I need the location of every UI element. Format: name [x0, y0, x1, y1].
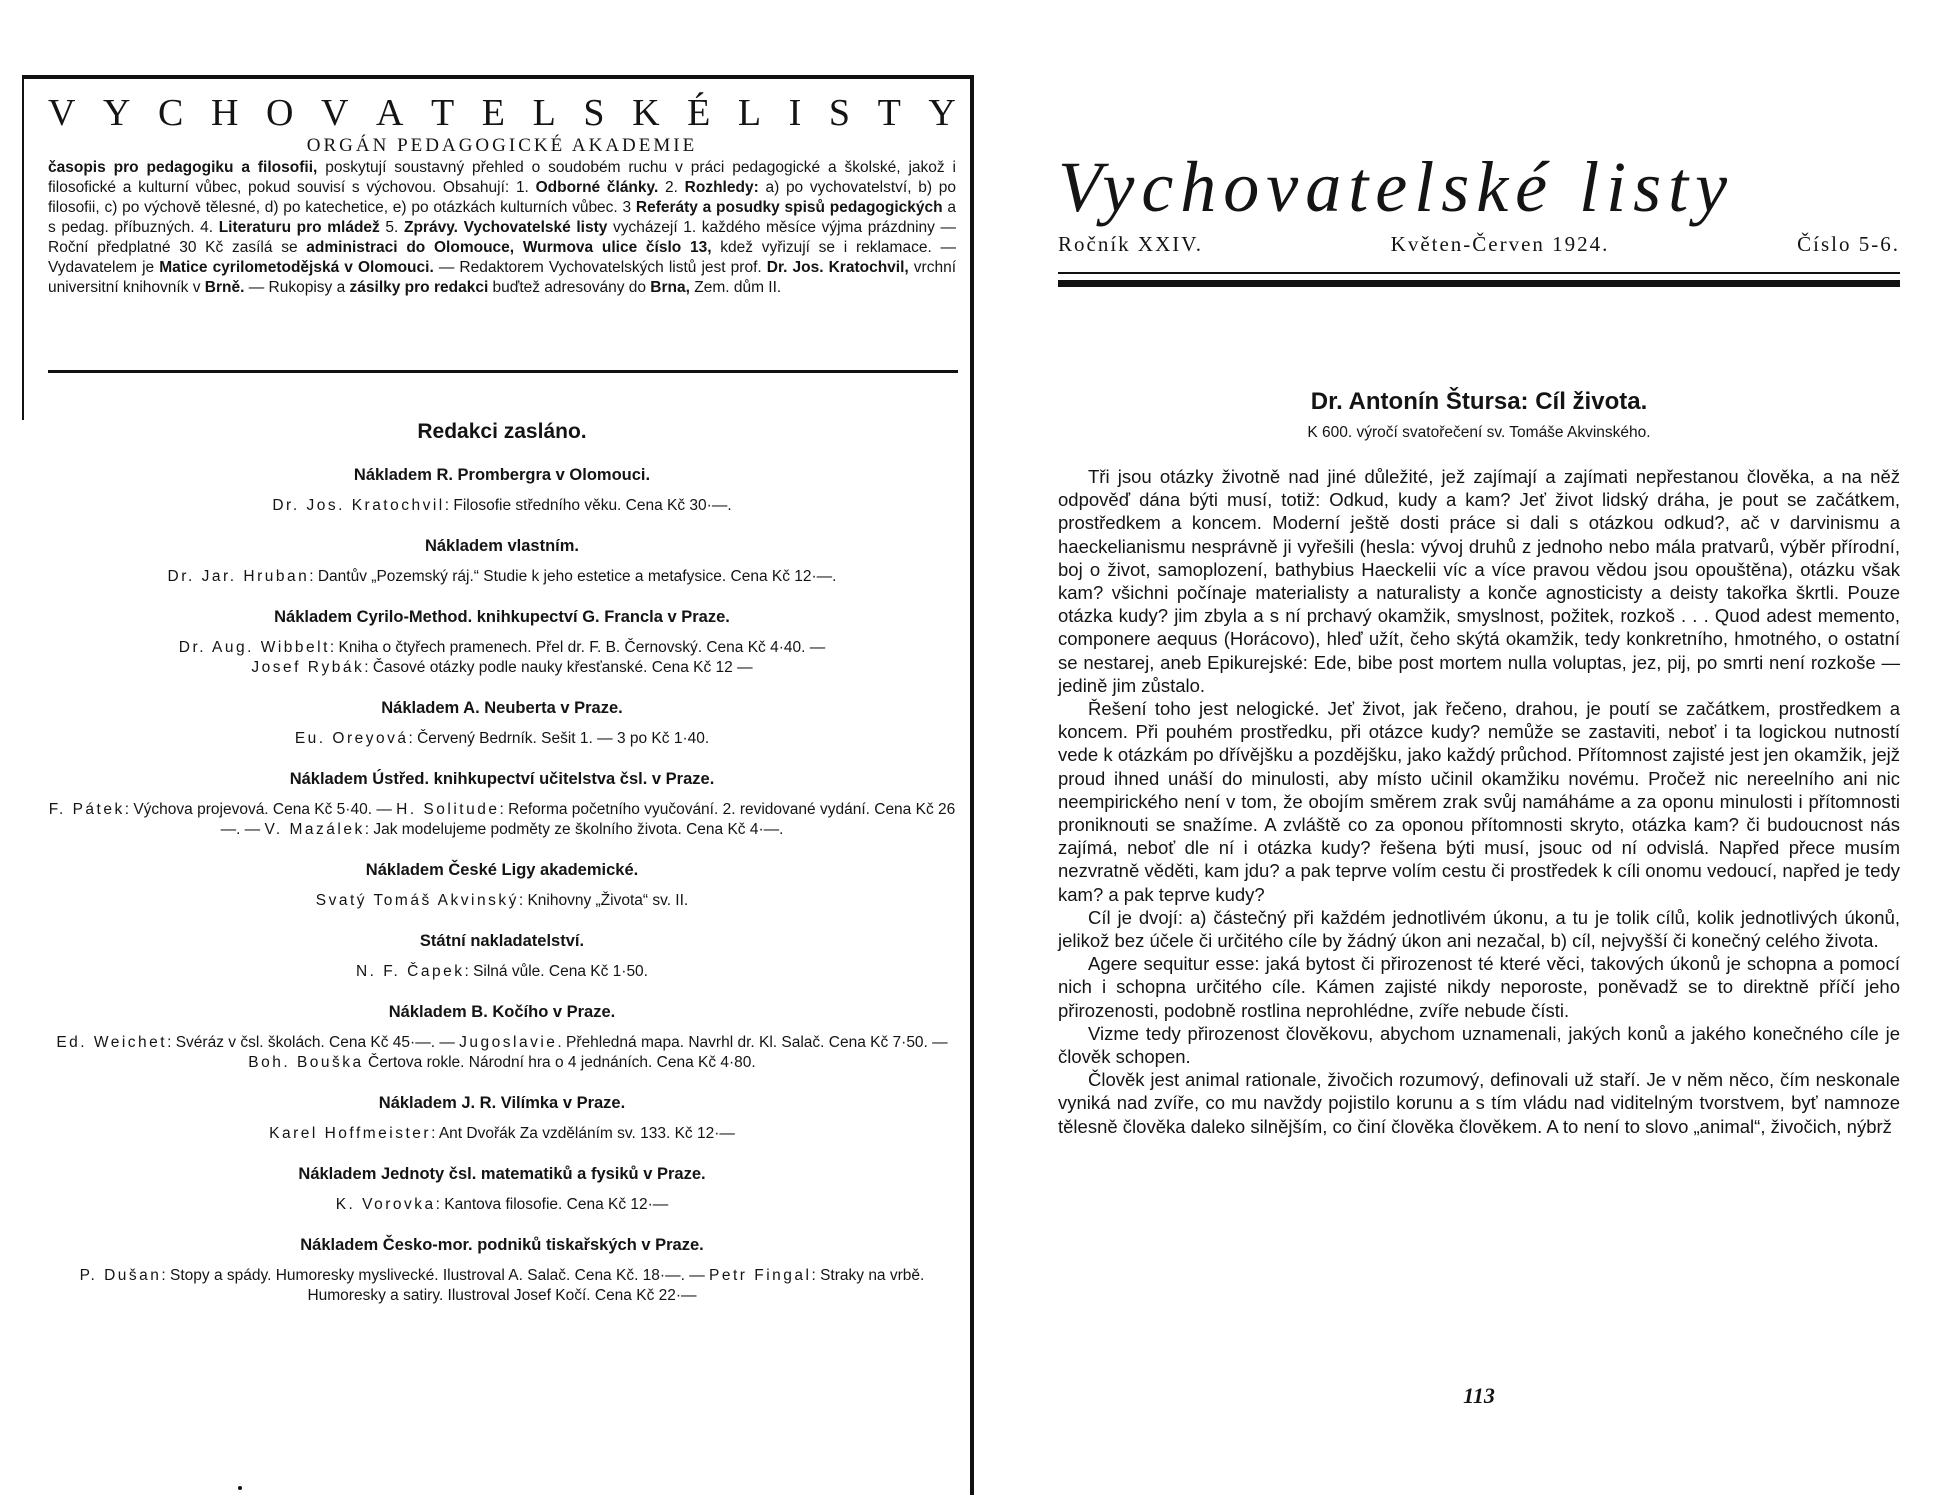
publisher-book-entry [48, 658, 956, 678]
masthead-letter: V [48, 92, 76, 134]
masthead-description-segment: Referáty a posudky spisů pedagogických [635, 199, 943, 216]
publisher-name: Nákladem Ústřed. knihkupectví učitelstva čsl. v Praze. [289, 770, 715, 788]
article-paragraph: Tři jsou otázky životně nad jiné důležité, jež zajímají a zajímati nepřestanou člověka, a na něž odpověď dána býti musí, totiž: Odkud, kudy a kam? Jeť život lidský dráha, je pout se začátkem, prostředkem a koncem. Moderní ještě dosti práce si dali s otázkou odkud?, ač v darvinismu a haeckelianismu nesprávně ji vyřešili (hesla: vývoj druhů z jednoho nebo mála pratvarů, výběr přírodní, boj o život, samoplození, bathybius Haeckelii víc a více pravou vědou jsou opouštěna), otázku však kam? všichni počínaje materialisty a naturalisty a konče agnosticisty a deisty takořka škrtli. Pouze otázka kudy? jim zbyla a s ní prchavý okamžik, smyslnost, požitek, rozkoš . . . Quod adest memento, componere aequus (Horácovo), hleď užít, čeho skýtá okamžik, tedy konkretního, hmotného, o ostatní se nestarej, aneb Epikurejské: Ede, bibe post mortem nulla voluptas, jez, pij, po smrti není rozkoše — jedině jim zůstalo. [1058, 466, 1900, 696]
article-paragraph: Agere sequitur esse: jaká bytost či přirozenost té které věci, takových úkonů je schopna a pomocí nich i schopna určitého cíle. Kámen zajisté nikdy neporoste, poněvadž se to direktně příčí jeho přirozenosti, podobně rostlina neprohlédne, zvíře nebude čísti. [1058, 953, 1900, 1021]
book-text: : Filosofie středního věku. Cena Kč 30·—. [444, 497, 732, 514]
publisher-name: Nákladem Česko-mor. podniků tiskařských v Praze. [300, 1236, 704, 1254]
book-author: P. Dušan [79, 1267, 162, 1284]
masthead-letter: Y [928, 92, 956, 134]
book-author: Dr. Jos. Kratochvil [272, 497, 445, 514]
masthead-description-segment: vycházejí 1. každého měsíce výjma prázdniny — Roční předplatné 30 Kč zasílá se [48, 219, 957, 256]
masthead-description-segment: Zem. dům II. [689, 279, 782, 296]
masthead-letter: V [320, 92, 349, 134]
masthead-letter: É [687, 92, 711, 134]
masthead-rule [48, 370, 958, 373]
issue-info-row [1058, 232, 1900, 257]
book-author: Dr. Aug. Wibbelt [178, 639, 330, 656]
masthead-letter: Y [103, 92, 131, 134]
publisher-entry [48, 697, 956, 749]
book-author: Josef Rybák [251, 659, 365, 676]
book-text: : Ant Dvořák Za vzděláním sv. 133. Kč 12·— [431, 1125, 735, 1142]
book-author: V. Mazálek [264, 821, 365, 838]
book-text: : Svéráz v čsl. školách. Cena Kč 45·—. — [167, 1034, 460, 1051]
book-author: N. F. Čapek [355, 963, 465, 980]
publisher-name: Nákladem Cyrilo-Method. knihkupectví G. Francla v Praze. [274, 608, 730, 626]
publisher-name: Nákladem R. Prombergra v Olomouci. [353, 466, 651, 484]
book-author: Karel Hoffmeister [269, 1125, 432, 1142]
masthead-title [48, 92, 956, 134]
book-author: Svatý Tomáš Akvinský [315, 892, 519, 909]
publisher-entry [48, 1163, 956, 1215]
frame-left-mark [22, 380, 24, 420]
masthead-subtitle: ORGÁN PEDAGOGICKÉ AKADEMIE [306, 135, 698, 156]
book-text: : Straky na vrbě. Humoresky a satiry. Ilustroval Josef Kočí. Cena Kč 22·— [307, 1267, 925, 1304]
article-paragraph: Vizme tedy přirozenost člověkovu, abychom uznamenali, jakých konů a jakého konečného cíle je člověk schopen. [1058, 1022, 1900, 1068]
publisher-name: Nákladem České Ligy akademické. [365, 861, 639, 879]
masthead-letter: L [532, 92, 556, 134]
masthead-description-segment: Odborné články. [535, 179, 659, 196]
book-text: : Kantova filosofie. Cena Kč 12·— [435, 1196, 669, 1213]
masthead-description [48, 158, 956, 298]
publisher-book-entry [48, 638, 956, 658]
publisher-book-entry [48, 1124, 956, 1144]
masthead-description-segment: 2. [658, 179, 685, 196]
date-label: Květen-Červen 1924. [1390, 232, 1610, 256]
publisher-name: Nákladem B. Kočího v Praze. [388, 1003, 616, 1021]
frame-left-border [22, 75, 24, 405]
publisher-book-entry [48, 800, 956, 840]
publisher-book-entry [48, 891, 956, 911]
publisher-book-entry [48, 567, 956, 587]
masthead-letter: T [877, 92, 901, 134]
masthead-description-segment: Literaturu pro mládež [218, 219, 380, 236]
page-number: 113 [1463, 1383, 1495, 1408]
publisher-name: Nákladem vlastním. [424, 537, 580, 555]
publisher-entry [48, 535, 956, 587]
publisher-entry [48, 768, 956, 840]
article-body [1058, 465, 1900, 1138]
masthead-description-segment: Matice cyrilometodějská v Olomouci. [159, 259, 434, 276]
book-author: F. Pátek [48, 801, 125, 818]
masthead-description-segment: Vychovatelské listy [463, 219, 608, 236]
publisher-book-entry [48, 962, 956, 982]
book-author: Dr. Jar. Hruban [167, 568, 310, 585]
publisher-list [48, 464, 956, 1325]
article-paragraph: Cíl je dvojí: a) částečný při každém jednotlivém úkonu, a tu je tolik cílů, kolik jednotlivých úkonů, jelikož bez účele či určitého cíle by žádný úkon ani nezačal, b) cíl, nejvyšší či konečný celého života. [1058, 906, 1900, 952]
publisher-name: Nákladem A. Neuberta v Praze. [381, 699, 623, 717]
article-paragraph: Řešení toho jest nelogické. Jeť život, jak řečeno, drahou, je poutí se začátkem, prostředkem a koncem. Při pouhém prostředku, při otázce kudy? nemůže se zastaviti, neboť i ta logickou nutností vede k otázkám po dřívějšku a pozdějšku, jako každý průchod. Přítomnost zajisté jest jen okamžik, jejž proud ihned unáší do minulosti, aby místo učinil okamžiku novému. Pročež nic nereelního ani nic neempirického není v tom, že obojím směrem zrak svůj namáháme a za oponu minulosti i přítomnosti proniknouti se snažíme. A zvláště co za oponou přítomnosti skryto, otázka kam? či budoucnost nás zajímá, neboť dle ní i otázka kudy? řešena býti musí, jsouc od ní odvislá. Napřed přece musím nezvratně věděti, kam jdu? a pak teprve volím cestu či prostředek k cíli onomu vedoucí, napřed je tedy kam? a pak teprve kudy? [1058, 698, 1900, 905]
masthead-description-segment: zásilky pro redakci [349, 279, 489, 296]
masthead-description-segment: a s pedag. příbuzných. 4. [48, 199, 956, 236]
masthead-letter: T [431, 92, 455, 134]
masthead-description-segment: administraci do Olomouce, Wurmova ulice číslo 13, [306, 239, 712, 256]
book-author: H. Solitude [396, 801, 500, 818]
book-text: : Stopy a spády. Humoresky myslivecké. Ilustroval A. Salač. Cena Kč. 18·—. — [161, 1267, 710, 1284]
publisher-entry [48, 464, 956, 516]
book-text: : Reforma početního vyučování. 2. revidované vydání. Cena Kč 26 —. — [220, 801, 956, 838]
masthead-description-segment: — Redaktorem Vychovatelských listů jest prof. [433, 259, 767, 276]
frame-right-border [970, 75, 974, 1495]
book-text: : Silná vůle. Cena Kč 1·50. [464, 963, 648, 980]
article-title: Dr. Antonín Štursa: Cíl života. [1310, 388, 1648, 415]
masthead-letter: L [737, 92, 762, 134]
masthead-description-segment: poskytují soustavný přehled o soudobém ruchu v práci pedagogické a školské, jakož i filosofické a kulturní vůbec, pokud souvisí s výchovou. Obsahují: 1. [48, 159, 956, 196]
frame-top-border [22, 75, 972, 79]
publisher-book-entry [48, 729, 956, 749]
article-subtitle: K 600. výročí svatořečení sv. Tomáše Akvinského. [1307, 424, 1651, 441]
masthead-letter: K [632, 92, 660, 134]
book-text: : Kniha o čtyřech pramenech. Přel dr. F. B. Černovský. Cena Kč 4·40. — [329, 639, 826, 656]
masthead-description-segment: buďtež adresovány do [488, 279, 651, 296]
publisher-entry [48, 859, 956, 911]
masthead-letter: C [158, 92, 184, 134]
book-text: : Výchova projevová. Cena Kč 5·40. — [124, 801, 397, 818]
book-text: : Jak modelujeme podměty ze školního života. Cena Kč 4·—. [364, 821, 784, 838]
issue-label: Číslo 5-6. [1797, 232, 1900, 256]
book-author: Jugoslavie [459, 1034, 558, 1051]
publisher-entry [48, 1234, 956, 1306]
masthead-letter: S [583, 92, 605, 134]
masthead-letter: E [481, 92, 506, 134]
masthead-description-segment: — Rukopisy a [244, 279, 350, 296]
book-author: Ed. Weichet [56, 1034, 168, 1051]
masthead-letter: O [265, 92, 294, 134]
volume-label: Ročník XXIV. [1058, 232, 1203, 256]
masthead-description-segment: kdež vyřizují se i reklamace. — Vydavatelem je [48, 239, 956, 276]
masthead-letter: A [376, 92, 404, 134]
publisher-book-entry [48, 1033, 956, 1073]
masthead-description-segment: Rozhledy: [684, 179, 759, 196]
journal-title: Vychovatelské listy [1058, 147, 1735, 227]
page-dot [238, 1486, 242, 1490]
masthead-description-segment: časopis pro pedagogiku a filosofii, [48, 159, 318, 176]
masthead-description-segment: Zprávy. [403, 219, 458, 236]
masthead-description-segment: vrchní universitní knihovník v [48, 259, 956, 296]
publisher-book-entry [48, 1195, 956, 1215]
masthead-description-segment: Brna, [650, 279, 690, 296]
publisher-entry [48, 930, 956, 982]
book-author: Eu. Oreyová [294, 730, 409, 747]
book-text: : Knihovny „Života“ sv. II. [518, 892, 689, 909]
masthead-description-segment: Brně. [204, 279, 245, 296]
book-author: K. Vorovka [335, 1196, 436, 1213]
book-text: : Červený Bedrník. Sešit 1. — 3 po Kč 1·40. [408, 730, 710, 747]
article-paragraph: Člověk jest animal rationale, živočich rozumový, definovali už staří. Je v něm něco, čím neskonale vyniká nad zvíře, co mu navždy pojistilo korunu a s tím vládu nad viditelným tvorstvem, byť namnoze tělesně člověka daleko silnějším, co činí člověka člověkem. A to není to slovo „animal“, živočich, nýbrž [1058, 1069, 1900, 1137]
book-author: Boh. Bouška [248, 1054, 364, 1071]
masthead-description-segment: a) po vychovatelství, b) po filosofii, c) po výchově tělesné, d) po katechetice, e) po otázkách kulturních vůbec. 3 [48, 179, 956, 216]
header-rule-thick [1058, 280, 1900, 287]
publisher-entry [48, 606, 956, 678]
masthead-letter: S [828, 92, 850, 134]
book-text: Čertova rokle. Národní hra o 4 jednáních. Cena Kč 4·80. [363, 1054, 756, 1071]
publisher-entry [48, 1001, 956, 1073]
header-rule-thin [1058, 272, 1900, 274]
publisher-name: Nákladem Jednoty čsl. matematiků a fysiků v Praze. [298, 1165, 706, 1183]
right-page [1000, 0, 1948, 1500]
publisher-book-entry [48, 496, 956, 516]
publisher-book-entry [48, 1266, 956, 1306]
masthead-description-segment: 5. [379, 219, 404, 236]
section-title-sent: Redakci zasláno. [417, 420, 587, 443]
masthead-letter: I [788, 92, 802, 134]
masthead-description-segment: Dr. Jos. Kratochvil, [766, 259, 909, 276]
publisher-entry [48, 1092, 956, 1144]
publisher-name: Státní nakladatelství. [419, 932, 585, 950]
book-text: : Časové otázky podle nauky křesťanské. Cena Kč 12 — [364, 659, 753, 676]
book-text: : Dantův „Pozemský ráj.“ Studie k jeho estetice a metafysice. Cena Kč 12·—. [309, 568, 837, 585]
book-text: . Přehledná mapa. Navrhl dr. Kl. Salač. Cena Kč 7·50. — [557, 1034, 948, 1051]
book-author: Petr Fingal [709, 1267, 812, 1284]
publisher-name: Nákladem J. R. Vilímka v Praze. [378, 1094, 626, 1112]
masthead-letter: H [210, 92, 239, 134]
